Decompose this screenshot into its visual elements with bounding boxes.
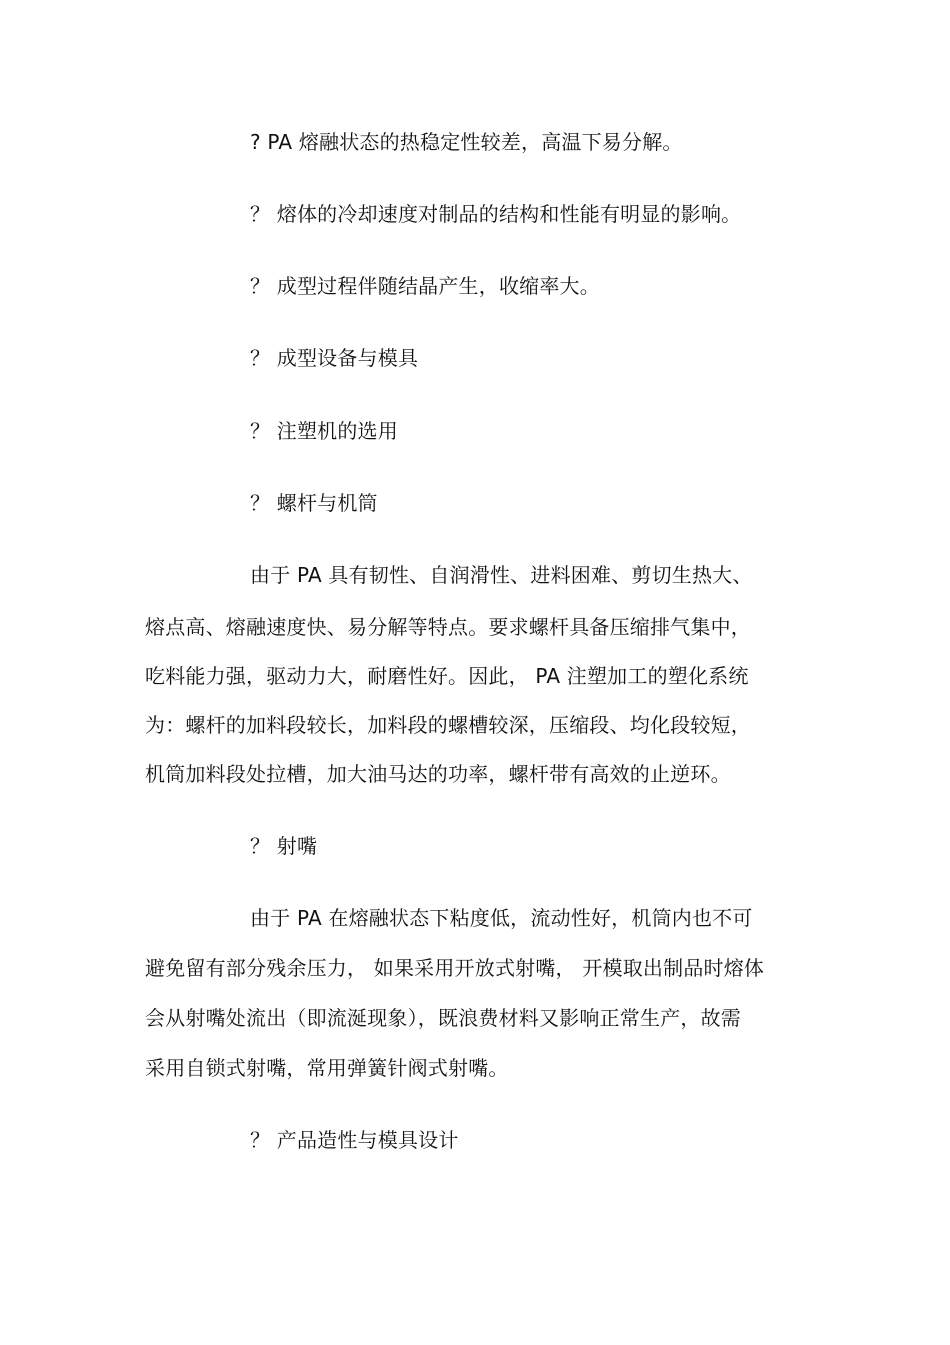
bullet-line-product-design: ？ 产品造性与模具设计 [250,1128,459,1152]
paragraph-screw-line-3: 吃料能力强，驱动力大，耐磨性好。因此， PA 注塑加工的塑化系统 [145,664,749,688]
paragraph-nozzle-line-2: 避免留有部分残余压力， 如果采用开放式射嘴， 开模取出制品时熔体 [145,956,765,980]
bullet-line-injection-machine: ？ 注塑机的选用 [250,419,398,443]
paragraph-screw-line-2: 熔点高、熔融速度快、易分解等特点。要求螺杆具备压缩排气集中， [145,615,751,639]
bullet-line-cooling-speed: ？ 熔体的冷却速度对制品的结构和性能有明显的影响。 [250,202,742,226]
bullet-line-nozzle: ？ 射嘴 [250,834,318,858]
bullet-line-thermal-stability: ? PA 熔融状态的热稳定性较差，高温下易分解。 [250,130,683,154]
paragraph-nozzle-line-1: 由于 PA 在熔融状态下粘度低，流动性好，机筒内也不可 [250,906,753,930]
bullet-line-screw-barrel: ？ 螺杆与机筒 [250,491,378,515]
paragraph-screw-line-4: 为：螺杆的加料段较长，加料段的螺槽较深，压缩段、均化段较短， [145,713,751,737]
paragraph-screw-line-5: 机筒加料段处拉槽，加大油马达的功率，螺杆带有高效的止逆环。 [145,762,731,786]
bullet-line-crystallization: ？ 成型过程伴随结晶产生，收缩率大。 [250,274,600,298]
paragraph-nozzle-line-3: 会从射嘴处流出（即流涎现象），既浪费材料又影响正常生产，故需 [145,1006,741,1030]
paragraph-nozzle-line-4: 采用自锁式射嘴，常用弹簧针阀式射嘴。 [145,1056,509,1080]
paragraph-screw-line-1: 由于 PA 具有韧性、自润滑性、进料困难、剪切生热大、 [250,563,753,587]
bullet-line-equipment-molds: ？ 成型设备与模具 [250,346,419,370]
